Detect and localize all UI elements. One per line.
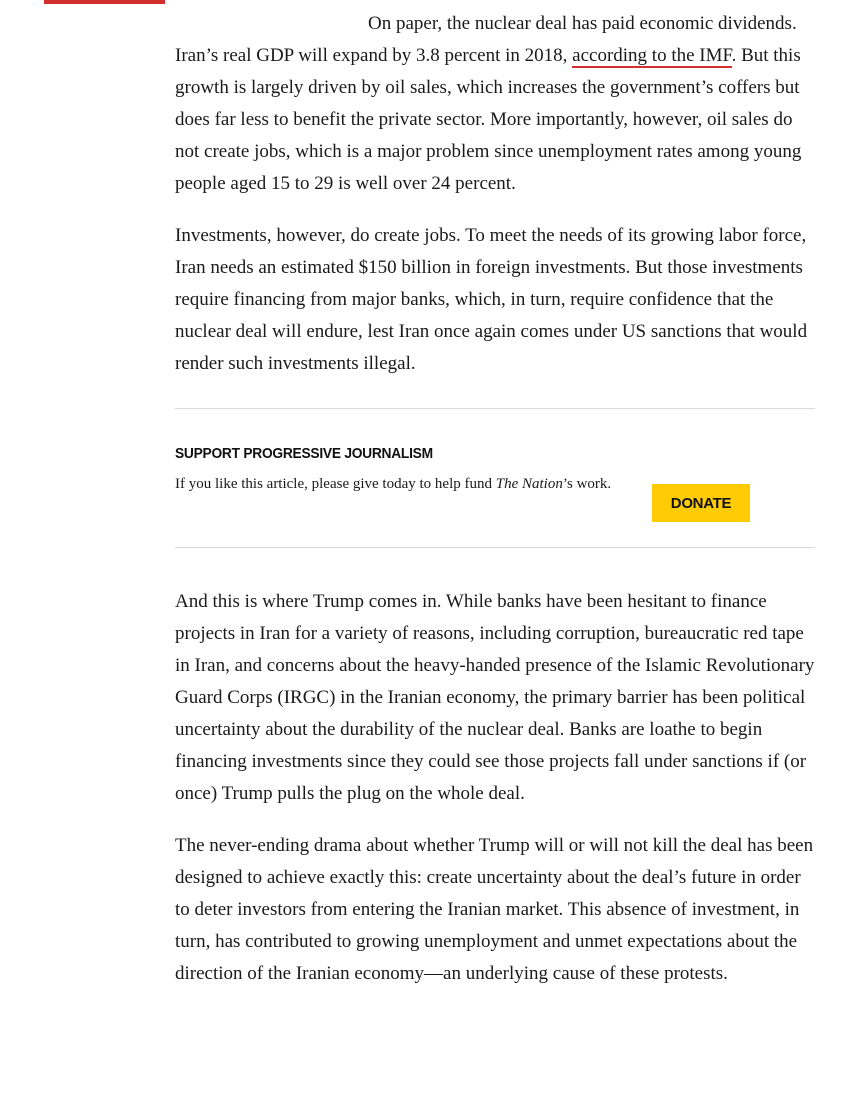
imf-link[interactable]: according to the IMF [572, 45, 732, 66]
publication-name: The Nation [495, 476, 563, 492]
paragraph-trump-comes-in: And this is where Trump comes in. While banks have been hesitant to finance projects in Iran for a variety of reasons, including corruption, bureaucratic red tape in Iran, and concerns about the heavy-handed presence of the Islamic Revolutionary Guard Corps (IRGC) in the Iranian economy, the primary barrier has been political uncertainty about the durability of the nuclear deal. Banks are loathe to begin financing investments since they could see those projects fall under sanctions if (or once) Trump pulls the plug on the whole deal. [175, 591, 815, 804]
paragraph-never-ending-drama: The never-ending drama about whether Trump will or will not kill the deal has been designed to achieve exactly this: create uncertainty about the deal’s future in order to deter investors from entering the Iranian market. This absence of investment, in turn, has contributed to growing unemployment and unmet expectations about the direction of the Iranian economy—an underlying cause of these protests. [175, 835, 814, 984]
support-journalism-box [175, 409, 817, 547]
paragraph-economic-dividends [175, 8, 817, 200]
support-text [175, 472, 645, 497]
top-accent-bar [44, 0, 165, 4]
donate-button[interactable]: DONATE [652, 484, 750, 522]
support-heading: SUPPORT PROGRESSIVE JOURNALISM [175, 445, 433, 462]
support-text-before: If you like this article, please give today to help fund [175, 476, 496, 492]
article-body [175, 8, 817, 1010]
support-text-after: ’s work. [562, 476, 612, 492]
paragraph-text: On paper, the nuclear deal has paid economic dividends. Iran’s real GDP will expand by 3.8 percent in 2018, [175, 13, 797, 66]
divider-bottom [175, 547, 815, 548]
paragraph-investments: Investments, however, do create jobs. To meet the needs of its growing labor force, Iran needs an estimated $150 billion in foreign investments. But those investments require financing from major banks, which, in turn, require confidence that the nuclear deal will endure, lest Iran once again comes under US sanctions that would render such investments illegal. [175, 225, 808, 374]
paragraph-text: . But this growth is largely driven by oil sales, which increases the government’s coffers but does far less to benefit the private sector. More importantly, however, oil sales do not create jobs, which is a major problem since unemployment rates among young people aged 15 to 29 is well over 24 percent. [175, 45, 802, 194]
article-continued [175, 586, 817, 990]
